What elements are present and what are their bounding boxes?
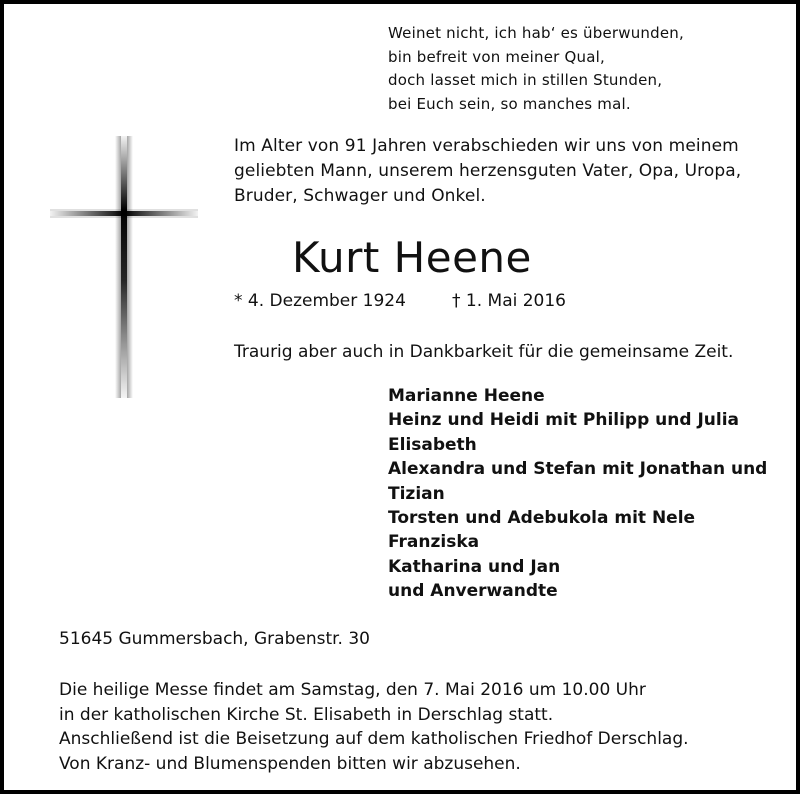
intro-text xyxy=(234,134,774,209)
family-member: Franziska xyxy=(388,532,480,553)
poem xyxy=(388,22,684,116)
birth-date: * 4. Dezember 1924 xyxy=(234,291,406,311)
cross-icon xyxy=(48,134,200,400)
family-member: Katharina und Jan xyxy=(388,556,561,577)
family-member: Torsten und Adebukola mit Nele xyxy=(388,508,696,529)
service-info xyxy=(59,678,689,776)
family-member: Elisabeth xyxy=(388,434,477,455)
service-line: Anschließend ist die Beisetzung auf dem katholischen Friedhof Derschlag. xyxy=(59,729,689,749)
poem-line: doch lasset mich in stillen Stunden, xyxy=(388,71,663,89)
poem-line: Weinet nicht, ich hab‘ es überwunden, xyxy=(388,24,684,42)
life-dates xyxy=(234,289,567,313)
family-member: Marianne Heene xyxy=(388,386,545,406)
family-member: und Anverwandte xyxy=(388,581,558,602)
family-member: Tizian xyxy=(388,483,445,504)
family-list xyxy=(388,384,767,604)
death-date: † 1. Mai 2016 xyxy=(452,291,567,311)
service-line: Die heilige Messe findet am Samstag, den 7. Mai 2016 um 10.00 Uhr xyxy=(59,680,646,700)
poem-line: bin befreit von meiner Qual, xyxy=(388,47,605,66)
intro-line: Bruder, Schwager und Onkel. xyxy=(234,186,486,206)
address: 51645 Gummersbach, Grabenstr. 30 xyxy=(59,629,370,649)
intro-line: Im Alter von 91 Jahren verabschieden wir uns von meinem xyxy=(234,136,739,156)
family-member: Heinz und Heidi mit Philipp und Julia xyxy=(388,410,740,431)
mourning-text: Traurig aber auch in Dankbarkeit für die gemeinsame Zeit. xyxy=(234,342,734,362)
service-line: Von Kranz- und Blumenspenden bitten wir abzusehen. xyxy=(59,753,521,774)
intro-line: geliebten Mann, unserem herzensguten Vater, Opa, Uropa, xyxy=(234,161,742,181)
poem-line: bei Euch sein, so manches mal. xyxy=(388,94,631,113)
service-line: in der katholischen Kirche St. Elisabeth in Derschlag statt. xyxy=(59,704,554,725)
deceased-name: Kurt Heene xyxy=(292,233,532,282)
family-member: Alexandra und Stefan mit Jonathan und xyxy=(388,459,768,480)
